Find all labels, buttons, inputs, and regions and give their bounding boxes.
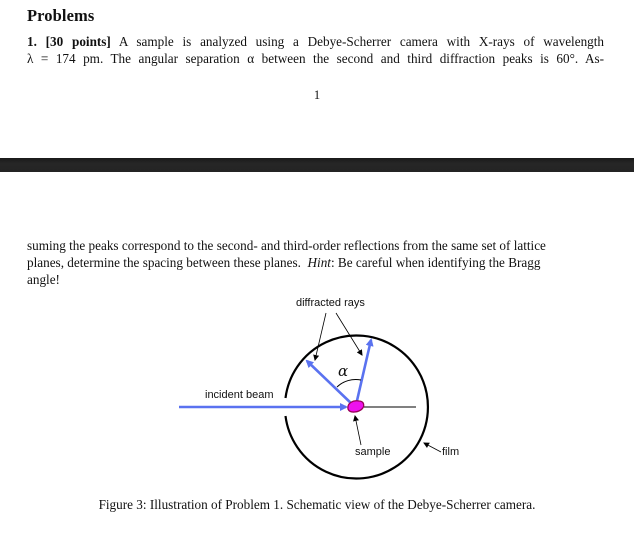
problem-line-4-text: planes, determine the spacing between these planes. xyxy=(27,255,301,270)
alpha-arc xyxy=(337,379,361,387)
pointer-right xyxy=(336,313,362,355)
pointer-film xyxy=(424,443,441,452)
hint-label: Hint xyxy=(307,255,331,270)
alpha-label: α xyxy=(338,362,349,380)
diffracted-rays-label: diffracted rays xyxy=(296,297,365,309)
diffracted-ray-right xyxy=(356,340,371,405)
problem-points: [30 points] xyxy=(45,34,111,49)
film-label: film xyxy=(442,446,460,458)
problem-line-3: suming the peaks correspond to the second- and third-order reflections from the same set of lattice xyxy=(27,238,546,253)
figure-caption: Figure 3: Illustration of Problem 1. Schematic view of the Debye-Scherrer camera. xyxy=(98,497,536,512)
problem-line-1-text: A sample is analyzed using a Debye-Scherrer camera with X-rays of wavelength xyxy=(110,34,605,49)
problem-number: 1. xyxy=(27,34,37,49)
hint-text: : Be careful when identifying the Bragg xyxy=(330,255,541,270)
pointer-left xyxy=(315,313,326,360)
sample-label: sample xyxy=(355,446,391,458)
pointer-sample xyxy=(355,416,361,445)
problem-line-5: angle! xyxy=(27,272,60,287)
page-number: 1 xyxy=(313,88,321,102)
sample-blob xyxy=(348,401,364,412)
incident-beam-label: incident beam xyxy=(205,389,274,401)
section-title: Problems xyxy=(27,6,95,25)
problem-line-2: λ = 174 pm. The angular separation α between the second and third diffraction peaks is 60°. As- xyxy=(27,51,604,66)
